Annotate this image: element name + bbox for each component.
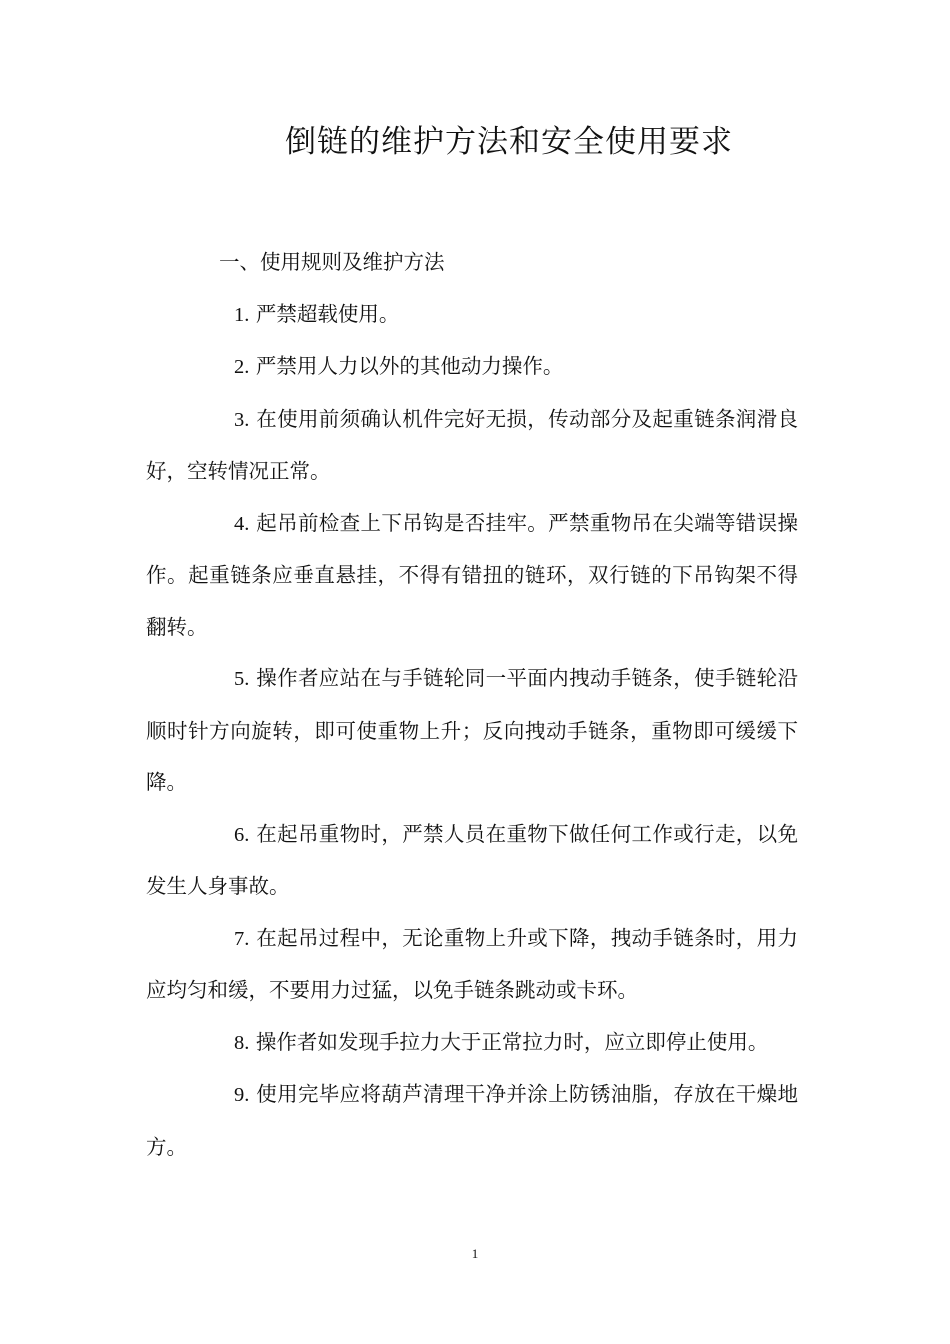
list-item [146,653,798,809]
item-number: 7. [234,927,250,950]
document-body [146,237,798,1173]
item-text: 操作者如发现手拉力大于正常拉力时，应立即停止使用。 [255,1029,769,1054]
item-number: 2. [234,356,250,378]
page-number: 1 [471,1246,479,1261]
item-number: 9. [234,1084,250,1106]
document-title: 倒链的维护方法和安全使用要求 [285,124,733,160]
list-item [146,341,798,394]
item-text: 起吊前检查上下吊钩是否挂牢。严禁重物吊在尖端等错误操作。起重链条应垂直悬挂，不得有错扭的链环，双行链的下吊钩架不得翻转。 [146,510,798,639]
item-text: 严禁超载使用。 [255,301,400,326]
item-text: 严禁用人力以外的其他动力操作。 [255,354,564,378]
list-item [146,394,798,498]
item-number: 1. [234,303,250,326]
item-number: 6. [234,823,250,846]
list-item [146,809,798,913]
list-item [146,289,798,342]
list-item [146,1069,798,1173]
item-number: 8. [234,1031,250,1054]
item-text: 在起吊过程中，无论重物上升或下降，拽动手链条时，用力应均匀和缓，不要用力过猛，以免手链条跳动或卡环。 [146,925,798,1002]
item-number: 3. [234,408,250,431]
section-heading: 一、使用规则及维护方法 [219,250,445,274]
item-text: 操作者应站在与手链轮同一平面内拽动手链条，使手链轮沿顺时针方向旋转，即可使重物上升；反向拽动手链条，重物即可缓缓下降。 [146,666,798,794]
list-item [146,913,798,1017]
list-item [146,1017,798,1070]
item-number: 4. [234,512,250,535]
item-text: 在使用前须确认机件完好无损，传动部分及起重链条润滑良好，空转情况正常。 [146,406,798,483]
list-item [146,498,798,654]
item-number: 5. [234,668,250,690]
item-text: 在起吊重物时，严禁人员在重物下做任何工作或行走，以免发生人身事故。 [146,821,798,898]
item-text: 使用完毕应将葫芦清理干净并涂上防锈油脂，存放在干燥地方。 [146,1082,798,1159]
